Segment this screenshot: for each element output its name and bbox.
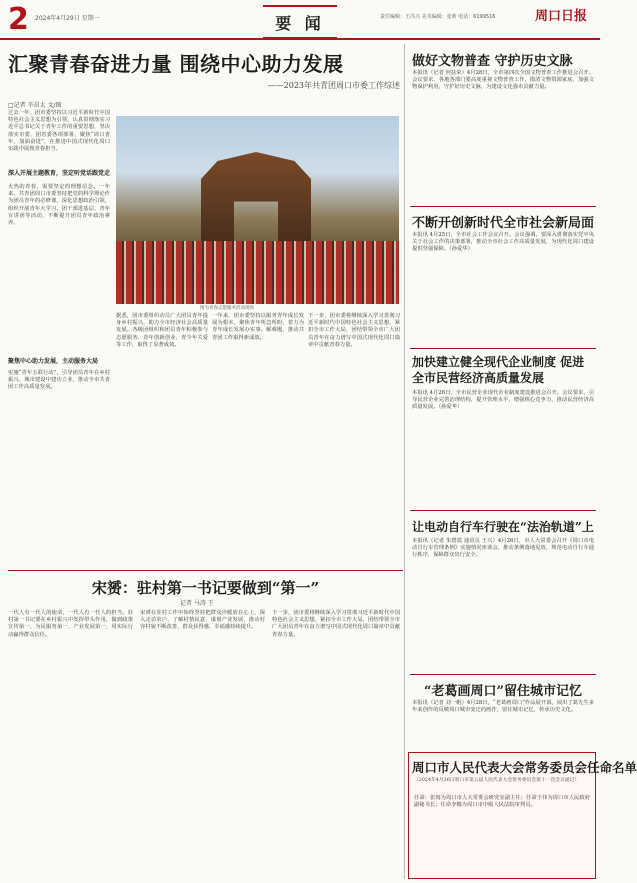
right-article-5-body: 本报讯（记者 刘一帆）4月28日，“老葛画周口”作品展开幕，展出了葛先生多年来创作的反映周口城市变迁的画作，留住城市记忆，传承历史文化。 xyxy=(412,700,594,714)
top-rule xyxy=(0,38,600,40)
right-rule-1 xyxy=(410,206,596,207)
lead-col4-para1: 下一步，团市委将继续深入学习贯彻习近平新时代中国特色社会主义思想，紧扣全市工作大局，团结带领全市广大团员青年在奋力谱写中国式现代化周口篇章中贡献青春力量。 xyxy=(308,313,400,348)
lead-col2-para1: 据悉，团市委组织动员广大团员青年投身乡村振兴，助力全市经济社会高质量发展。各级团组织和团员青年积极参与志愿服务、青年创新创业、青少年关爱等工作，取得了显著成效。 xyxy=(116,313,208,348)
second-article-body: 宋赟在驻村工作中始终坚持把群众冷暖放在心上，深入走访农户，了解村情民意，谋划产业发展，推动村容村貌不断改善，群众获得感、幸福感持续提升。 xyxy=(140,610,265,631)
lead-byline: □记者 辛昂太 文/图 xyxy=(8,102,62,109)
right-article-4-title: 让电动自行车行驶在“法治轨道”上 xyxy=(412,520,594,534)
section-title: 要 闻 xyxy=(275,13,325,33)
second-article-title: 宋赟：驻村第一书记要做到“第一” xyxy=(91,579,320,597)
right-rule-4 xyxy=(410,674,596,675)
right-article-1-body: 本报讯（记者 何扶荣）4月28日，全市第四次全国文物普查工作推进会召开。会议要求，各地各部门要高度重视文物普查工作，摸清文物资源家底，加强文物保护利用，守护好历史文脉，为建设文化强市贡献力量。 xyxy=(412,70,594,91)
right-rule-3 xyxy=(410,510,596,511)
lead-col1-para2: 火热的青春，需要坚定的理想信念。一年来，共青团周口市委坚持把党的科学理论作为团员青年的必修课，深化思想政治引领，组织开展青年大学习、团干部进基层、青年宣讲团等活动，不断提升团员青年政治素养。 xyxy=(8,184,110,227)
right-article-2-title: 不断开创新时代全市社会新局面 xyxy=(412,216,595,231)
appointment-notice-body: 任命：张雨为周口市人大常委会研究室副主任；任命王伟为周口市人民政府副秘书长；任命李娜为周口市中级人民法院审判员。 xyxy=(414,795,590,809)
lead-col1-heading2: 聚焦中心助力发展，主动服务大局 xyxy=(8,358,99,365)
second-article-intro: 一代人有一代人的使命，一代人有一代人的担当。驻村第一书记要在乡村振兴中发挥带头作用，做到政策宣传第一、为民服务第一、产业发展第一，用实际行动赢得群众信任。 xyxy=(8,610,133,638)
memorial-arch-shape xyxy=(201,152,311,242)
right-article-1-title: 做好文物普查 守护历史文脉 xyxy=(412,54,573,69)
dateline: 2024年4月29日 星期一 xyxy=(35,15,100,22)
newspaper-logo: 周口日报 xyxy=(535,9,588,24)
right-rule-2 xyxy=(410,348,596,349)
section-box xyxy=(263,5,337,39)
photo-caption: 图为青春志愿服务活动现场 xyxy=(200,306,254,311)
right-article-2-body: 本报讯 4月25日，全市社会工作会议召开。会议强调，要深入贯彻落实党中央关于社会工作的决策部署，推动全市社会工作高质量发展，为现代化周口建设提供坚强保障。（孙爱华） xyxy=(412,232,594,253)
lead-col1-heading: 深入开展主题教育，坚定听党话跟党走 xyxy=(8,170,111,177)
lead-col1-para1: 过去一年，团市委坚持以习近平新时代中国特色社会主义思想为引领，认真贯彻落实习近平总书记关于青年工作的重要思想，坚决落实市委、团省委各项部署，聚焦“周口青年，加油奋进”，在推进中国式现代化周口实践中展现青春担当。 xyxy=(8,110,110,153)
appointment-notice-subtitle: （2024年4月26日周口市第五届人民代表大会常务委员会第十一次会议通过） xyxy=(414,778,580,783)
lead-photo xyxy=(116,116,399,304)
right-article-4-body: 本报讯（记者 朱碧霞 通讯员 王兴）4月26日，市人大常委会召开《周口市电动自行车管理条例》实施情况座谈会，推动条例落地见效，规范电动自行车通行秩序，保障群众出行安全。 xyxy=(412,538,594,559)
lead-col1-para3: 实施“青年五联行动”，引导团员青年在乡村振兴、城市建设中建功立业，推动全市共青团工作高质量发展。 xyxy=(8,370,110,391)
second-article-body-cont: 下一步，团市委将继续深入学习贯彻习近平新时代中国特色社会主义思想，紧扣全市工作大局，团结带领全市广大团员青年在奋力谱写中国式现代化周口篇章中贡献青春力量。 xyxy=(272,610,400,638)
second-article-byline: 记者 马涛 王 xyxy=(180,600,214,607)
page-number: 2 xyxy=(8,2,29,37)
second-article-rule xyxy=(8,570,403,571)
crowd-shape xyxy=(116,241,399,304)
lead-subtitle: ——2023年共青团周口市委工作综述 xyxy=(267,81,400,90)
right-article-3-title: 加快建立健全现代企业制度 促进全市民营经济高质量发展 xyxy=(412,355,585,385)
editors-line: 责任编辑：王冯兴 美术编辑：张莉 电话：6199516 xyxy=(380,14,496,20)
column-divider xyxy=(404,44,405,879)
appointment-notice-title: 周口市人民代表大会常务委员会任命名单 xyxy=(412,760,637,775)
lead-col3-para1: 一年来，团市委坚持以服务青年成长发展为根本，聚焦青年所急所盼，着力为青年成长发展办实事、解难题，推动共青团工作取得新成效。 xyxy=(212,313,304,341)
lead-title: 汇聚青春奋进力量 围绕中心助力发展 xyxy=(8,52,344,76)
right-article-3-body: 本报讯 4月26日，全市民营企业现代企业制度建设推进会召开。会议要求，引导民营企业完善治理结构，提升管理水平，增强核心竞争力，推动民营经济高质量发展。（孙爱华） xyxy=(412,390,594,411)
right-article-5-title: “老葛画周口”留住城市记忆 xyxy=(424,684,582,699)
